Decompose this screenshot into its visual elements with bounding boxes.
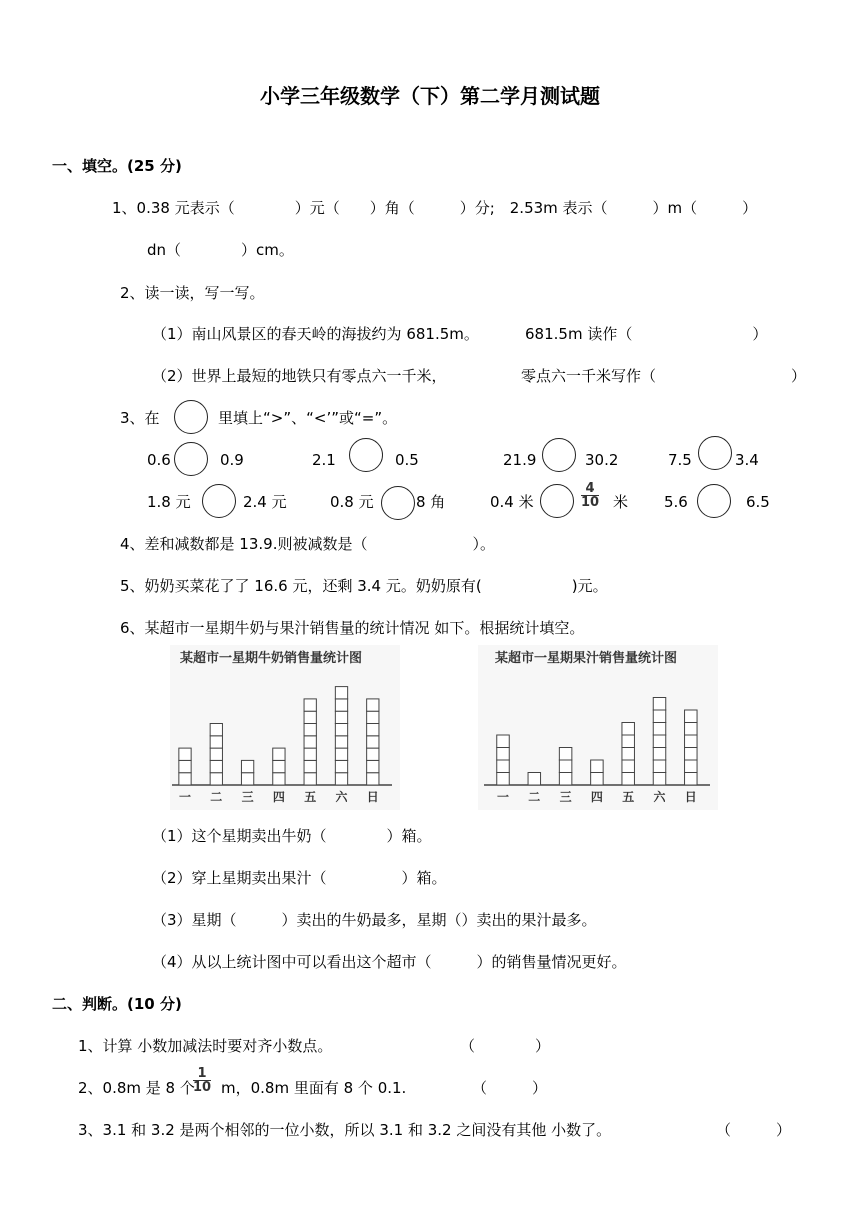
chart-bar — [685, 710, 698, 785]
bar-unit-cell — [335, 711, 347, 723]
q6-3-text: （3）星期（ ）卖出的牛奶最多，星期（）卖出的果汁最多。 — [152, 911, 597, 929]
judge-2-text-b: m，0.8m 里面有 8 个 0.1. — [221, 1079, 407, 1097]
compare-value: 21.9 — [503, 451, 537, 469]
judge-3-answer[interactable]: （ ） — [716, 1121, 792, 1139]
chart-bar — [304, 699, 316, 785]
bar-unit-cell — [367, 736, 379, 748]
chart-category-label: 日 — [366, 790, 379, 804]
q1-line2: dn（ ）cm。 — [147, 241, 294, 259]
q2-1-text: （1）南山风景区的春天岭的海拔约为 681.5m。 — [152, 325, 479, 343]
bar-unit-cell — [335, 748, 347, 760]
bar-unit-cell — [559, 760, 572, 773]
compare-value: 30.2 — [585, 451, 619, 469]
q6-1-text: （1）这个星期卖出牛奶（ ）箱。 — [152, 827, 432, 845]
chart-bar — [367, 699, 379, 785]
bar-unit-cell — [685, 723, 698, 736]
bar-unit-cell — [210, 748, 222, 760]
chart-title: 某超市一星期果汁销售量统计图 — [495, 651, 678, 666]
bar-unit-cell — [653, 698, 666, 711]
compare-circle[interactable] — [540, 484, 574, 518]
q2-1-answer: 681.5m 读作（ ） — [525, 325, 768, 343]
bar-unit-cell — [622, 723, 635, 736]
compare-circle[interactable] — [697, 484, 731, 518]
compare-value: 8 角 — [416, 493, 446, 511]
chart-category-label: 二 — [210, 790, 223, 804]
chart-bar — [179, 748, 191, 785]
compare-value: 2.1 — [312, 451, 336, 469]
compare-value: 0.6 — [147, 451, 171, 469]
bar-unit-cell — [622, 773, 635, 786]
milk-sales-chart — [170, 645, 400, 810]
chart-category-label: 一 — [496, 790, 510, 804]
bar-unit-cell — [241, 760, 253, 772]
chart-bar — [591, 760, 604, 785]
chart-category-label: 三 — [559, 790, 572, 804]
bar-unit-cell — [335, 773, 347, 785]
bar-unit-cell — [273, 748, 285, 760]
bar-unit-cell — [367, 724, 379, 736]
chart-category-label: 日 — [684, 790, 697, 804]
compare-value: 7.5 — [668, 451, 692, 469]
bar-unit-cell — [367, 711, 379, 723]
chart-category-label: 二 — [528, 790, 541, 804]
chart-bar — [335, 687, 347, 785]
bar-unit-cell — [210, 760, 222, 772]
fraction-1-10 — [193, 1067, 211, 1094]
bar-unit-cell — [528, 773, 541, 786]
bar-unit-cell — [622, 735, 635, 748]
bar-unit-cell — [304, 773, 316, 785]
bar-unit-cell — [367, 760, 379, 772]
compare-circle[interactable] — [202, 484, 236, 518]
judge-1-answer[interactable]: （ ） — [460, 1037, 551, 1055]
bar-unit-cell — [367, 748, 379, 760]
chart-bar — [653, 698, 666, 786]
compare-value: 5.6 — [664, 493, 688, 511]
bar-unit-cell — [273, 773, 285, 785]
bar-unit-cell — [304, 724, 316, 736]
page-title: 小学三年级数学（下）第二学月测试题 — [260, 84, 600, 108]
fraction-numerator: 1 — [193, 1067, 211, 1081]
bar-unit-cell — [685, 748, 698, 761]
chart-category-label: 五 — [622, 790, 635, 804]
chart-bar — [210, 724, 222, 786]
bar-unit-cell — [497, 773, 510, 786]
bar-unit-cell — [179, 760, 191, 772]
bar-unit-cell — [335, 724, 347, 736]
bar-unit-cell — [304, 736, 316, 748]
judge-3-text: 3、3.1 和 3.2 是两个相邻的一位小数，所以 3.1 和 3.2 之间没有其他 小数了。 — [78, 1121, 612, 1139]
bar-unit-cell — [653, 735, 666, 748]
bar-unit-cell — [653, 723, 666, 736]
bar-unit-cell — [304, 699, 316, 711]
bar-unit-cell — [241, 773, 253, 785]
bar-unit-cell — [335, 687, 347, 699]
q3-prefix: 3、在 — [120, 409, 160, 427]
bar-unit-cell — [559, 748, 572, 761]
bar-unit-cell — [653, 710, 666, 723]
compare-value: 2.4 元 — [243, 493, 287, 511]
compare-circle-sample — [174, 400, 208, 434]
compare-value: 米 — [613, 493, 629, 511]
bar-unit-cell — [304, 760, 316, 772]
bar-unit-cell — [210, 773, 222, 785]
bar-unit-cell — [685, 710, 698, 723]
compare-circle[interactable] — [349, 438, 383, 472]
bar-unit-cell — [335, 699, 347, 711]
chart-title: 某超市一星期牛奶销售量统计图 — [180, 651, 363, 666]
q2-2-answer: 零点六一千米写作（ ） — [521, 367, 807, 385]
judge-2-text-a: 2、0.8m 是 8 个 — [78, 1079, 195, 1097]
fraction-denominator: 10 — [193, 1080, 212, 1095]
bar-unit-cell — [273, 760, 285, 772]
chart-bar — [497, 735, 510, 785]
q6-text: 6、某超市一星期牛奶与果汁销售量的统计情况 如下。根据统计填空。 — [120, 619, 585, 637]
chart-bar — [622, 723, 635, 786]
judge-2-answer[interactable]: （ ） — [472, 1079, 548, 1097]
q3-suffix: 里填上“>”、“<’”或“=”。 — [218, 409, 398, 427]
bar-unit-cell — [653, 773, 666, 786]
judge-1-text: 1、计算 小数加减法时要对齐小数点。 — [78, 1037, 333, 1055]
bar-unit-cell — [304, 711, 316, 723]
bar-unit-cell — [210, 724, 222, 736]
q1-line1: 1、0.38 元表示（ ）元（ ）角（ ）分; 2.53m 表示（ ）m（ ） — [112, 199, 758, 217]
section1-heading: 一、填空。(25 分) — [52, 157, 182, 175]
compare-value: 6.5 — [746, 493, 770, 511]
bar-unit-cell — [591, 773, 604, 786]
bar-unit-cell — [622, 748, 635, 761]
bar-unit-cell — [685, 773, 698, 786]
bar-unit-cell — [304, 748, 316, 760]
q2-text: 2、读一读，写一写。 — [120, 284, 265, 302]
q6-4-text: （4）从以上统计图中可以看出这个超市（ ）的销售量情况更好。 — [152, 953, 627, 971]
bar-unit-cell — [179, 748, 191, 760]
chart-bar — [273, 748, 285, 785]
bar-unit-cell — [335, 760, 347, 772]
bar-unit-cell — [497, 735, 510, 748]
fraction-4-10 — [581, 482, 599, 509]
q4-text: 4、差和减数都是 13.9.则被减数是（ ）。 — [120, 535, 495, 553]
bar-unit-cell — [622, 760, 635, 773]
bar-unit-cell — [559, 773, 572, 786]
compare-value: 1.8 元 — [147, 493, 191, 511]
compare-circle[interactable] — [174, 442, 208, 476]
chart-category-label: 五 — [304, 790, 317, 804]
bar-unit-cell — [210, 736, 222, 748]
compare-value: 0.9 — [220, 451, 244, 469]
bar-unit-cell — [497, 760, 510, 773]
bar-unit-cell — [367, 773, 379, 785]
q5-text: 5、奶奶买菜花了了 16.6 元，还剩 3.4 元。奶奶原有( )元。 — [120, 577, 608, 595]
section2-heading: 二、判断。(10 分) — [52, 995, 182, 1013]
chart-category-label: 一 — [178, 790, 192, 804]
compare-value: 0.5 — [395, 451, 419, 469]
bar-unit-cell — [653, 760, 666, 773]
chart-bar — [241, 760, 253, 785]
compare-circle[interactable] — [698, 436, 732, 470]
bar-unit-cell — [685, 735, 698, 748]
fraction-numerator: 4 — [581, 482, 599, 496]
chart-bar — [559, 748, 572, 786]
bar-unit-cell — [653, 748, 666, 761]
chart-bar — [528, 773, 541, 786]
compare-value: 3.4 — [735, 451, 759, 469]
chart-category-label: 四 — [590, 790, 603, 804]
juice-sales-chart — [478, 645, 718, 810]
chart-category-label: 三 — [241, 790, 254, 804]
chart-category-label: 四 — [272, 790, 285, 804]
chart-category-label: 六 — [335, 790, 348, 804]
chart-category-label: 六 — [653, 790, 666, 804]
bar-unit-cell — [179, 773, 191, 785]
q6-2-text: （2）穿上星期卖出果汁（ ）箱。 — [152, 869, 447, 887]
bar-unit-cell — [685, 760, 698, 773]
fraction-denominator: 10 — [581, 495, 600, 510]
q2-2-text: （2）世界上最短的地铁只有零点六一千米， — [152, 367, 447, 385]
compare-value: 0.8 元 — [330, 493, 374, 511]
compare-circle[interactable] — [542, 438, 576, 472]
bar-unit-cell — [335, 736, 347, 748]
bar-unit-cell — [497, 748, 510, 761]
bar-unit-cell — [367, 699, 379, 711]
bar-unit-cell — [591, 760, 604, 773]
compare-circle[interactable] — [381, 486, 415, 520]
compare-value: 0.4 米 — [490, 493, 534, 511]
